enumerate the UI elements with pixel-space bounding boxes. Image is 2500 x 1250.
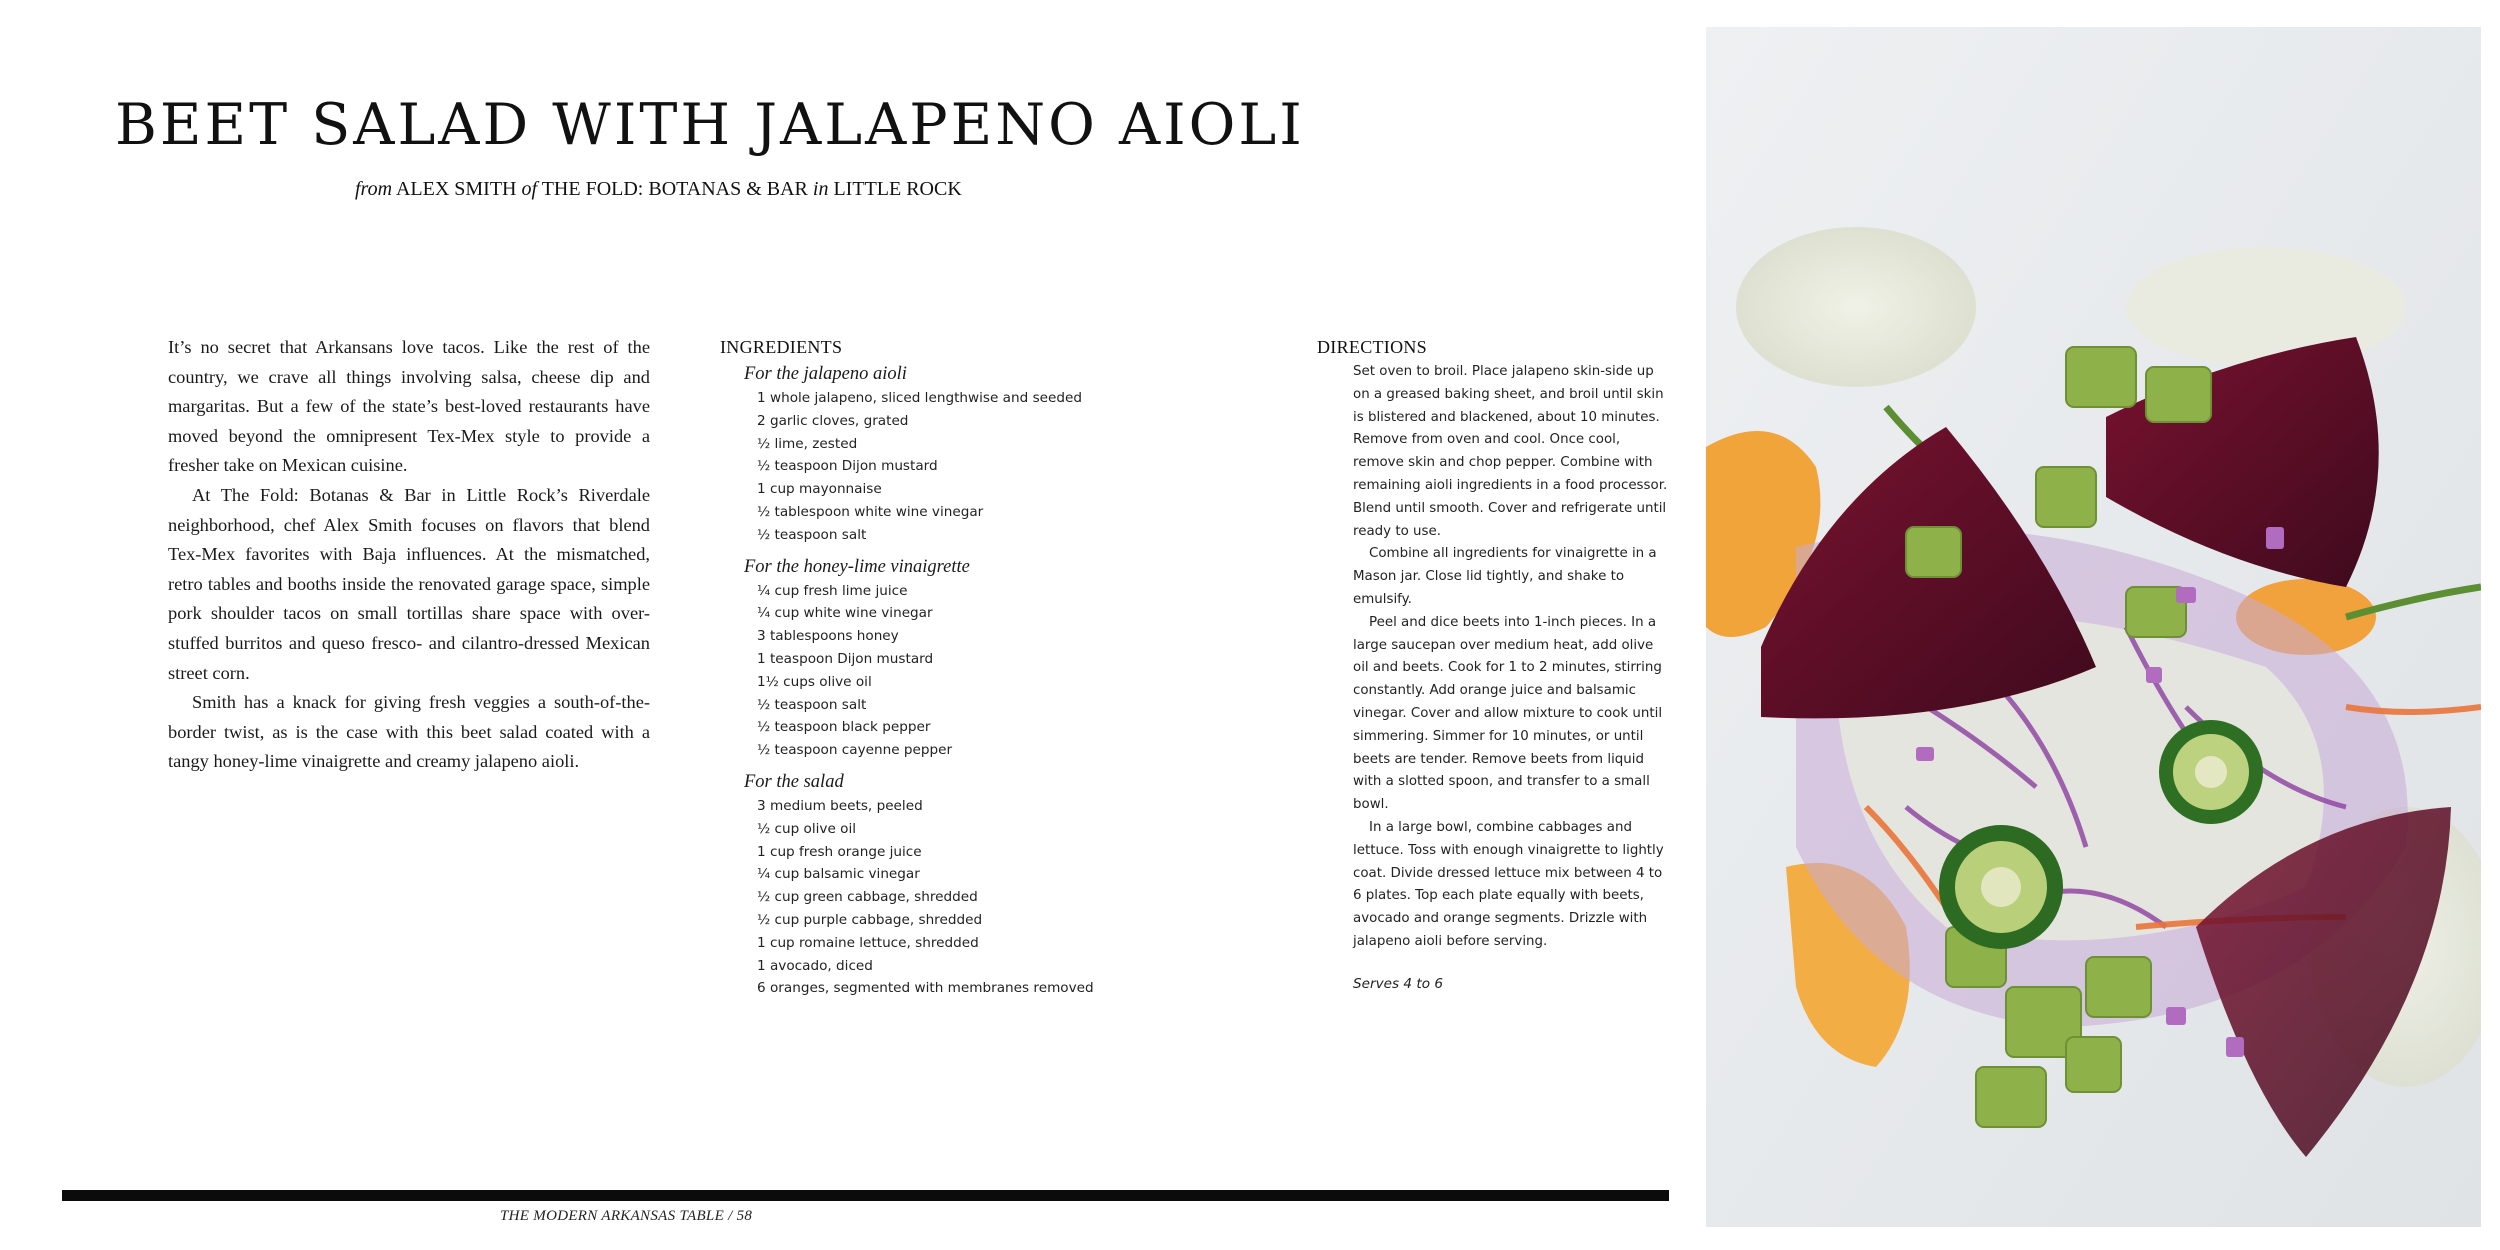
ingredient-item: 1 whole jalapeno, sliced lengthwise and seeded — [757, 390, 1083, 406]
intro-text — [168, 333, 650, 777]
ingredient-list — [757, 580, 1220, 762]
ingredient-item: ½ tablespoon white wine vinegar — [757, 503, 984, 520]
ingredient-item: ¼ cup balsamic vinegar — [757, 866, 920, 883]
ingredient-list — [757, 795, 1220, 1000]
salad-photo — [1706, 27, 2481, 1227]
ingredient-item: 1 cup mayonnaise — [757, 481, 882, 498]
byline-location: LITTLE ROCK — [833, 178, 962, 200]
ingredient-item: 1 cup romaine lettuce, shredded — [757, 934, 979, 951]
ingredients-heading: INGREDIENTS — [720, 337, 843, 357]
ingredients-section — [720, 337, 1220, 1000]
page-footer: THE MODERN ARKANSAS TABLE / 58 — [500, 1208, 753, 1224]
ingredient-item: 1 cup fresh orange juice — [757, 843, 922, 860]
ingredient-group-title: For the salad — [744, 771, 844, 792]
byline-in: in — [812, 178, 829, 200]
ingredient-item: ½ teaspoon black pepper — [757, 719, 931, 736]
serves-note: Serves 4 to 6 — [1353, 975, 1443, 992]
ingredient-item: 2 garlic cloves, grated — [757, 412, 909, 429]
salad-photo-illustration — [1706, 27, 2481, 1227]
directions-heading: DIRECTIONS — [1317, 337, 1427, 357]
intro-paragraph: It’s no secret that Arkansans love tacos. Like the rest of the country, we crave all things involving salsa, cheese dip and margaritas. But a few of the state’s best-loved restaurants have moved beyond the omnipresent Tex-Mex style to provide a fresher take on Mexican cuisine. — [168, 337, 650, 476]
ingredient-list — [757, 387, 1220, 547]
direction-step: Set oven to broil. Place jalapeno skin-side up on a greased baking sheet, and broil until skin is blistered and blackened, about 10 minutes. Remove from oven and cool. Once cool, remove skin and chop pepper. Combine with remaining aioli ingredients in a food processor. Blend until smooth. Cover and refrigerate until ready to use. — [1353, 364, 1668, 539]
ingredient-item: ½ cup olive oil — [757, 820, 857, 837]
ingredient-group-title: For the honey-lime vinaigrette — [744, 556, 970, 577]
directions-section — [1317, 337, 1672, 992]
intro-paragraph: At The Fold: Botanas & Bar in Little Rock’s Riverdale neighborhood, chef Alex Smith focuses on flavors that blend Tex-Mex favorites with Baja influences. At the mismatched, retro tables and booths inside the renovated garage space, simple pork shoulder tacos on small tortillas share space with over-stuffed burritos and queso fresco- and cilantro-dressed Mexican street corn. — [168, 484, 650, 683]
byline-author: ALEX SMITH — [395, 178, 517, 200]
footer-rule — [62, 1190, 1669, 1201]
byline-from: from — [355, 178, 393, 200]
ingredient-item: 1 avocado, diced — [757, 957, 873, 974]
directions-body — [1353, 361, 1672, 954]
ingredient-item: 1 teaspoon Dijon mustard — [757, 650, 934, 667]
byline — [355, 178, 1055, 201]
ingredient-item: ½ cup purple cabbage, shredded — [757, 911, 983, 928]
intro-paragraph: Smith has a knack for giving fresh veggies a south-of-the-border twist, as is the case with this beet salad coated with a tangy honey-lime vinaigrette and creamy jalapeno aioli. — [168, 692, 650, 772]
ingredient-item: ½ lime, zested — [757, 435, 858, 452]
byline-restaurant: THE FOLD: BOTANAS & BAR — [541, 178, 808, 200]
direction-step: Combine all ingredients for vinaigrette in a Mason jar. Close lid tightly, and shake to emulsify. — [1353, 546, 1657, 607]
ingredient-item: 3 medium beets, peeled — [757, 797, 923, 814]
page-title: BEET SALAD WITH JALAPENO AIOLI — [115, 92, 1305, 158]
ingredient-item: ½ teaspoon Dijon mustard — [757, 458, 938, 475]
direction-step: Peel and dice beets into 1-inch pieces. In a large saucepan over medium heat, add olive oil and beets. Cook for 1 to 2 minutes, stirring constantly. Add orange juice and balsamic vinegar. Cover and allow mixture to cook until simmering. Simmer for 10 minutes, or until beets are tender. Remove beets from liquid with a slotted spoon, and transfer to a small bowl. — [1353, 614, 1663, 813]
byline-of: of — [521, 178, 538, 200]
ingredient-item: 1½ cups olive oil — [757, 673, 872, 690]
ingredient-item: 3 tablespoons honey — [757, 628, 899, 645]
ingredient-item: ¼ cup fresh lime juice — [757, 582, 908, 599]
direction-step: In a large bowl, combine cabbages and lettuce. Toss with enough vinaigrette to lightly coat. Divide dressed lettuce mix between 4 to 6 plates. Top each plate equally with beets, avocado and orange segments. Drizzle with jalapeno aioli before serving. — [1353, 819, 1664, 949]
ingredient-item: ½ teaspoon salt — [757, 526, 867, 543]
ingredient-item: 6 oranges, segmented with membranes removed — [757, 980, 1094, 997]
ingredient-item: ¼ cup white wine vinegar — [757, 605, 933, 622]
ingredient-item: ½ cup green cabbage, shredded — [757, 889, 978, 906]
ingredient-item: ½ teaspoon salt — [757, 696, 867, 713]
ingredient-group-title: For the jalapeno aioli — [744, 364, 907, 384]
ingredient-item: ½ teaspoon cayenne pepper — [757, 742, 953, 759]
